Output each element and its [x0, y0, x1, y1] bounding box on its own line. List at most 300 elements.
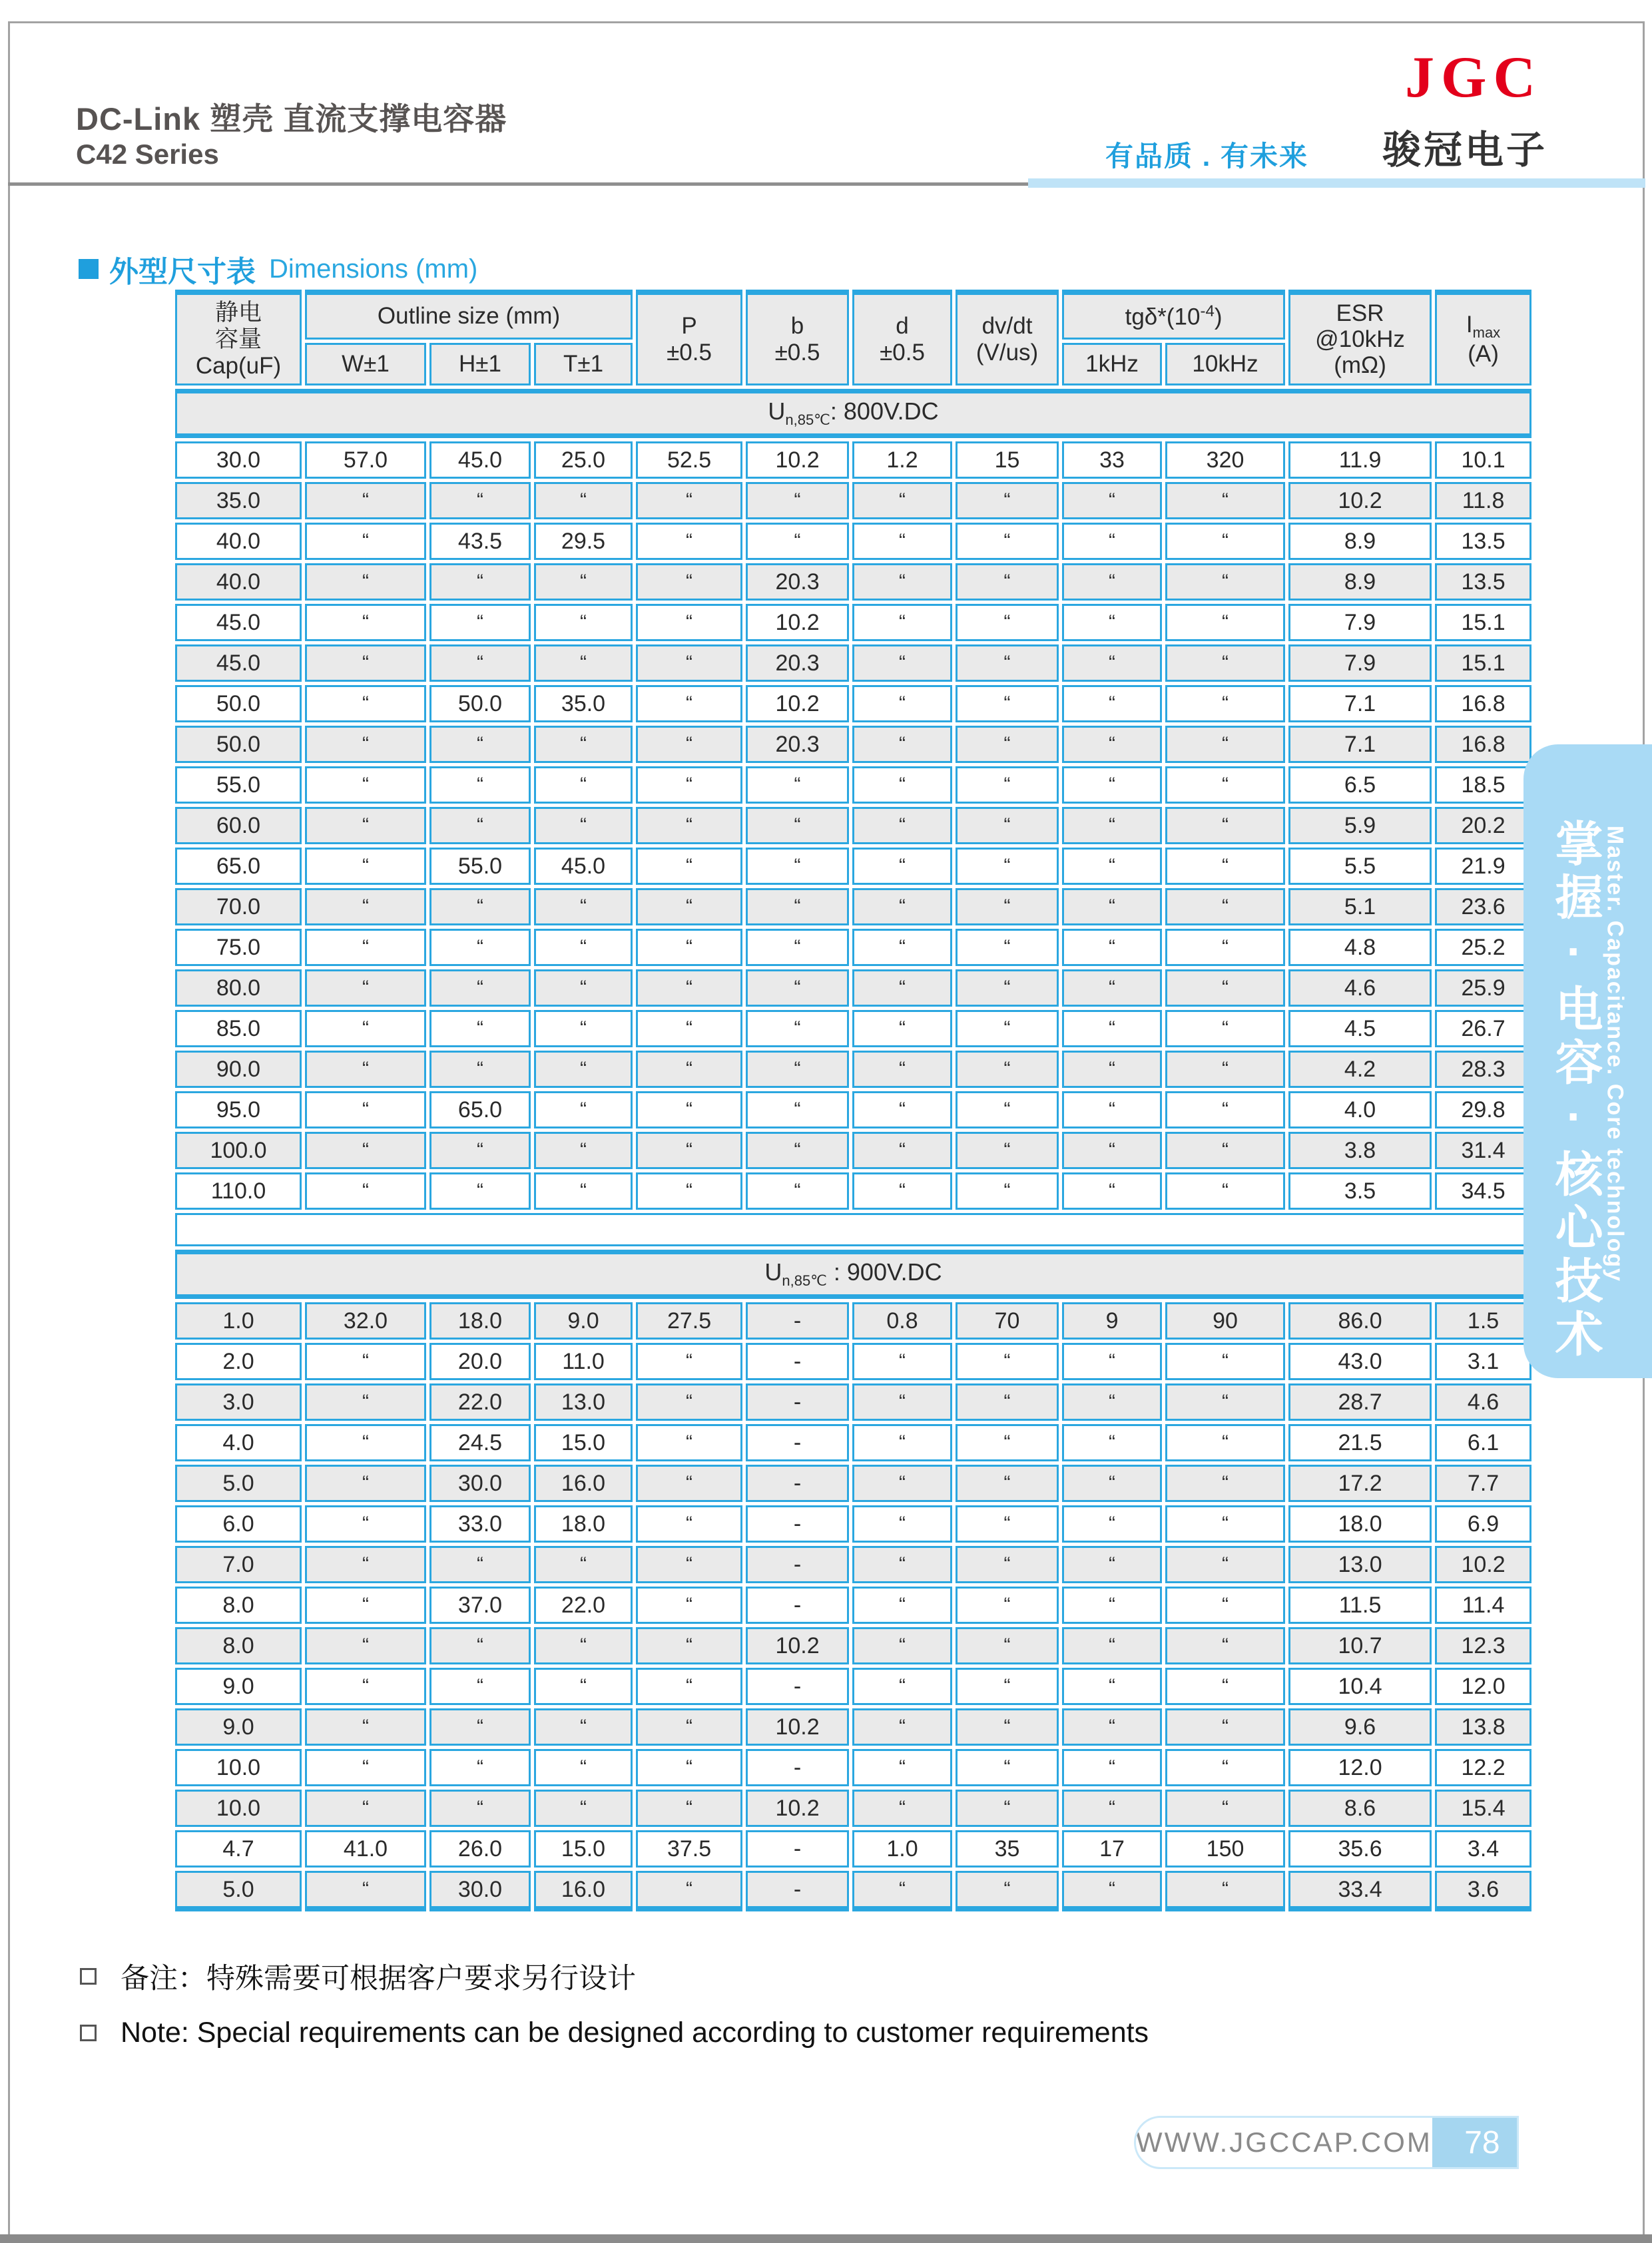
- cell: “: [305, 1546, 426, 1583]
- cell: “: [1062, 685, 1162, 722]
- data-row: [175, 1790, 1531, 1827]
- cell: “: [852, 1505, 952, 1543]
- section-title: [79, 248, 477, 290]
- section-header-row: [175, 1250, 1531, 1299]
- cell: “: [1062, 1424, 1162, 1461]
- section-title-zh: 外型尺寸表: [109, 256, 256, 288]
- cell: “: [534, 1668, 633, 1705]
- cell: “: [636, 1668, 742, 1705]
- cell: 16.0: [534, 1465, 633, 1502]
- cell: 21.5: [1288, 1424, 1432, 1461]
- cell: 25.9: [1435, 969, 1531, 1007]
- cell: -: [746, 1424, 849, 1461]
- cell: “: [1062, 1749, 1162, 1786]
- cell: “: [1165, 807, 1285, 844]
- cell: “: [636, 1749, 742, 1786]
- cell: “: [636, 1627, 742, 1664]
- cell: “: [429, 1749, 531, 1786]
- cell: “: [1062, 1051, 1162, 1088]
- cell: “: [746, 766, 849, 804]
- cell: 10.1: [1435, 441, 1531, 479]
- cell: “: [746, 888, 849, 925]
- cell: “: [636, 848, 742, 885]
- data-row: [175, 482, 1531, 519]
- series-label: C42 Series: [76, 138, 219, 170]
- cell: 31.4: [1435, 1132, 1531, 1169]
- cell: “: [636, 1383, 742, 1421]
- cell: “: [534, 1708, 633, 1746]
- cell: “: [305, 1383, 426, 1421]
- cell: 22.0: [534, 1587, 633, 1624]
- cell: “: [1062, 1708, 1162, 1746]
- cell: 9.6: [1288, 1708, 1432, 1746]
- cell: “: [1062, 1010, 1162, 1047]
- cell: “: [1165, 563, 1285, 601]
- cell: 43.5: [429, 523, 531, 560]
- cell: “: [429, 604, 531, 641]
- cell: 34.5: [1435, 1172, 1531, 1210]
- cell: “: [429, 888, 531, 925]
- cell: “: [852, 1871, 952, 1911]
- cell: “: [305, 1172, 426, 1210]
- cell: “: [1165, 1749, 1285, 1786]
- cell: “: [956, 929, 1059, 966]
- cell: 5.0: [175, 1465, 302, 1502]
- cell: 16.0: [534, 1871, 633, 1911]
- cell: “: [305, 1749, 426, 1786]
- cell: “: [852, 1790, 952, 1827]
- cell: 27.5: [636, 1302, 742, 1340]
- cell: “: [305, 1871, 426, 1911]
- cell: 75.0: [175, 929, 302, 966]
- cell: 20.3: [746, 726, 849, 763]
- cell: “: [429, 1546, 531, 1583]
- cell: “: [429, 726, 531, 763]
- cell: -: [746, 1871, 849, 1911]
- cell: 13.8: [1435, 1708, 1531, 1746]
- cell: “: [746, 1091, 849, 1128]
- side-tab-slogan-zh: 掌握·电容·核心技术: [1547, 819, 1601, 1362]
- cell: “: [305, 1465, 426, 1502]
- page-number: 78: [1432, 2118, 1519, 2167]
- cell: 12.2: [1435, 1749, 1531, 1786]
- cell: 6.9: [1435, 1505, 1531, 1543]
- cell: 37.0: [429, 1587, 531, 1624]
- cell: “: [305, 848, 426, 885]
- cell: 4.0: [175, 1424, 302, 1461]
- header-divider-gray: [8, 182, 1028, 186]
- cell: “: [746, 929, 849, 966]
- cell: “: [429, 1051, 531, 1088]
- cell: 65.0: [429, 1091, 531, 1128]
- cell: “: [305, 929, 426, 966]
- cell: “: [429, 1627, 531, 1664]
- cell: 7.9: [1288, 644, 1432, 682]
- cell: “: [852, 1051, 952, 1088]
- cell: “: [636, 482, 742, 519]
- data-row: [175, 1668, 1531, 1705]
- cell: “: [1062, 1790, 1162, 1827]
- cell: “: [956, 1010, 1059, 1047]
- cell: “: [1062, 807, 1162, 844]
- cell: “: [429, 1172, 531, 1210]
- cell: “: [636, 604, 742, 641]
- cell: “: [1062, 888, 1162, 925]
- cell: 150: [1165, 1830, 1285, 1868]
- cell: “: [534, 1172, 633, 1210]
- cell: “: [1062, 1172, 1162, 1210]
- cell: -: [746, 1343, 849, 1380]
- cell: “: [1165, 685, 1285, 722]
- cell: “: [852, 1668, 952, 1705]
- cell: “: [534, 1051, 633, 1088]
- cell: “: [1062, 1627, 1162, 1664]
- cell: 3.8: [1288, 1132, 1432, 1169]
- cell: “: [852, 1172, 952, 1210]
- col-header-cap: 静电容量 Cap(uF): [175, 290, 302, 385]
- cell: “: [1165, 1091, 1285, 1128]
- square-outline-bullet-icon: [80, 2025, 97, 2041]
- data-row: [175, 441, 1531, 479]
- cell: 4.0: [1288, 1091, 1432, 1128]
- cell: 15: [956, 441, 1059, 479]
- cell: 20.3: [746, 644, 849, 682]
- cell: “: [852, 1587, 952, 1624]
- cell: “: [1062, 1465, 1162, 1502]
- cell: “: [1165, 1010, 1285, 1047]
- cell: “: [956, 1587, 1059, 1624]
- cell: 5.5: [1288, 848, 1432, 885]
- cell: 50.0: [429, 685, 531, 722]
- cell: “: [1062, 929, 1162, 966]
- cell: -: [746, 1546, 849, 1583]
- cell: 45.0: [429, 441, 531, 479]
- cell: 55.0: [175, 766, 302, 804]
- cell: 50.0: [175, 685, 302, 722]
- cell: “: [956, 1343, 1059, 1380]
- col-header-dvdt: dv/dt (V/us): [956, 290, 1059, 385]
- cell: “: [1165, 482, 1285, 519]
- cell: 6.5: [1288, 766, 1432, 804]
- col-header-1khz: 1kHz: [1062, 343, 1162, 385]
- cell: 8.6: [1288, 1790, 1432, 1827]
- cell: 10.2: [746, 1627, 849, 1664]
- cell: “: [1165, 726, 1285, 763]
- data-row: [175, 604, 1531, 641]
- cell: “: [636, 644, 742, 682]
- cell: “: [956, 1627, 1059, 1664]
- cell: 65.0: [175, 848, 302, 885]
- data-row: [175, 1343, 1531, 1380]
- note-en: Note: Special requirements can be designed according to customer requirements: [121, 2017, 1149, 2049]
- square-bullet-icon: [79, 259, 99, 279]
- cell: “: [1062, 1668, 1162, 1705]
- cell: 3.1: [1435, 1343, 1531, 1380]
- cell: “: [429, 1790, 531, 1827]
- cell: -: [746, 1302, 849, 1340]
- cell: “: [956, 1505, 1059, 1543]
- cell: “: [636, 1505, 742, 1543]
- cell: “: [956, 1051, 1059, 1088]
- cell: “: [429, 1010, 531, 1047]
- cell: “: [746, 1132, 849, 1169]
- cell: 5.9: [1288, 807, 1432, 844]
- cell: 100.0: [175, 1132, 302, 1169]
- cell: “: [852, 1749, 952, 1786]
- cell: “: [1165, 1465, 1285, 1502]
- cell: 70.0: [175, 888, 302, 925]
- cell: 15.1: [1435, 644, 1531, 682]
- cell: -: [746, 1830, 849, 1868]
- cell: “: [1062, 969, 1162, 1007]
- cell: “: [956, 1790, 1059, 1827]
- cell: “: [1165, 1627, 1285, 1664]
- cell: “: [852, 929, 952, 966]
- cell: “: [956, 766, 1059, 804]
- data-row: [175, 1465, 1531, 1502]
- cell: “: [305, 1790, 426, 1827]
- cell: “: [636, 766, 742, 804]
- cell: 13.5: [1435, 523, 1531, 560]
- cell: “: [534, 807, 633, 844]
- cell: -: [746, 1587, 849, 1624]
- cell: 4.5: [1288, 1010, 1432, 1047]
- data-row: [175, 1302, 1531, 1340]
- data-row: [175, 1424, 1531, 1461]
- cell: “: [1165, 1172, 1285, 1210]
- cell: 40.0: [175, 523, 302, 560]
- cell: “: [852, 1546, 952, 1583]
- cell: “: [746, 969, 849, 1007]
- data-row: [175, 1830, 1531, 1868]
- cell: 4.6: [1288, 969, 1432, 1007]
- data-row: [175, 1546, 1531, 1583]
- cell: 1.2: [852, 441, 952, 479]
- cell: “: [956, 726, 1059, 763]
- cell: 23.6: [1435, 888, 1531, 925]
- cell: “: [956, 969, 1059, 1007]
- cell: “: [1165, 1668, 1285, 1705]
- cell: “: [1062, 1343, 1162, 1380]
- cell: “: [636, 726, 742, 763]
- cell: 10.2: [746, 1790, 849, 1827]
- cell: 18.0: [1288, 1505, 1432, 1543]
- cell: 10.2: [746, 1708, 849, 1746]
- cell: “: [956, 888, 1059, 925]
- jgc-logo: JGC: [1405, 45, 1542, 110]
- cell: -: [746, 1383, 849, 1421]
- cell: 10.2: [746, 685, 849, 722]
- cell: “: [956, 807, 1059, 844]
- cell: 52.5: [636, 441, 742, 479]
- notes: [80, 1956, 1149, 2069]
- brand-slogan: 有品质 . 有未来: [1105, 140, 1309, 172]
- cell: 9.0: [175, 1708, 302, 1746]
- cell: “: [852, 848, 952, 885]
- cell: “: [636, 1132, 742, 1169]
- cell: 15.0: [534, 1830, 633, 1868]
- cell: “: [534, 644, 633, 682]
- cell: “: [746, 1172, 849, 1210]
- cell: 10.0: [175, 1790, 302, 1827]
- cell: “: [305, 1505, 426, 1543]
- cell: 90.0: [175, 1051, 302, 1088]
- cell: “: [1062, 1383, 1162, 1421]
- data-row: [175, 1010, 1531, 1047]
- col-header-10khz: 10kHz: [1165, 343, 1285, 385]
- cell: 17.2: [1288, 1465, 1432, 1502]
- cell: “: [1062, 726, 1162, 763]
- cell: “: [1165, 1051, 1285, 1088]
- cell: 22.0: [429, 1383, 531, 1421]
- cell: 4.7: [175, 1830, 302, 1868]
- cell: “: [305, 604, 426, 641]
- data-row: [175, 726, 1531, 763]
- cell: “: [305, 644, 426, 682]
- cell: -: [746, 1668, 849, 1705]
- cell: “: [1062, 766, 1162, 804]
- cell: “: [636, 1424, 742, 1461]
- cell: 3.4: [1435, 1830, 1531, 1868]
- cell: 8.9: [1288, 523, 1432, 560]
- col-header-d: d ±0.5: [852, 290, 952, 385]
- cell: 18.0: [534, 1505, 633, 1543]
- cell: “: [305, 1627, 426, 1664]
- square-outline-bullet-icon: [80, 1968, 97, 1985]
- data-row: [175, 1172, 1531, 1210]
- cell: 24.5: [429, 1424, 531, 1461]
- cell: 30.0: [175, 441, 302, 479]
- data-row: [175, 1708, 1531, 1746]
- cell: 30.0: [429, 1871, 531, 1911]
- cell: “: [305, 1132, 426, 1169]
- cell: 8.0: [175, 1627, 302, 1664]
- cell: “: [746, 1051, 849, 1088]
- cell: 5.0: [175, 1871, 302, 1911]
- cell: “: [852, 888, 952, 925]
- col-header-p: P ±0.5: [636, 290, 742, 385]
- cell: “: [534, 1132, 633, 1169]
- cell: “: [636, 929, 742, 966]
- cell: 35: [956, 1830, 1059, 1868]
- cell: -: [746, 1505, 849, 1543]
- cell: “: [1165, 1132, 1285, 1169]
- cell: 4.2: [1288, 1051, 1432, 1088]
- cell: “: [956, 1749, 1059, 1786]
- cell: “: [534, 1546, 633, 1583]
- cell: 8.0: [175, 1587, 302, 1624]
- cell: “: [429, 969, 531, 1007]
- col-header-esr: ESR @10kHz (mΩ): [1288, 290, 1432, 385]
- section-gap-row: [175, 1213, 1531, 1246]
- cell: “: [852, 482, 952, 519]
- cell: 1.0: [852, 1830, 952, 1868]
- cell: 95.0: [175, 1091, 302, 1128]
- cell: “: [305, 766, 426, 804]
- cell: 13.0: [534, 1383, 633, 1421]
- cell: 28.3: [1435, 1051, 1531, 1088]
- cell: “: [1165, 1546, 1285, 1583]
- data-row: [175, 1132, 1531, 1169]
- cell: 33.4: [1288, 1871, 1432, 1911]
- cell: 29.8: [1435, 1091, 1531, 1128]
- cell: “: [1165, 604, 1285, 641]
- data-row: [175, 929, 1531, 966]
- cell: “: [305, 1010, 426, 1047]
- cell: 26.7: [1435, 1010, 1531, 1047]
- cell: “: [305, 1708, 426, 1746]
- cell: “: [1165, 1587, 1285, 1624]
- cell: “: [956, 1424, 1059, 1461]
- cell: 21.9: [1435, 848, 1531, 885]
- data-row: [175, 848, 1531, 885]
- cell: “: [956, 482, 1059, 519]
- cell: “: [746, 1010, 849, 1047]
- cell: 33.0: [429, 1505, 531, 1543]
- cell: “: [534, 604, 633, 641]
- cell: “: [852, 685, 952, 722]
- cell: “: [746, 523, 849, 560]
- cell: 50.0: [175, 726, 302, 763]
- cell: “: [305, 563, 426, 601]
- cell: 1.5: [1435, 1302, 1531, 1340]
- data-row: [175, 523, 1531, 560]
- cell: “: [305, 1091, 426, 1128]
- cell: 25.0: [534, 441, 633, 479]
- data-row: [175, 1749, 1531, 1786]
- cell: 13.0: [1288, 1546, 1432, 1583]
- cell: “: [1165, 644, 1285, 682]
- cell: 45.0: [175, 604, 302, 641]
- cell: “: [852, 1424, 952, 1461]
- cell: “: [305, 1668, 426, 1705]
- cell: “: [534, 1749, 633, 1786]
- cell: -: [746, 1465, 849, 1502]
- cell: 41.0: [305, 1830, 426, 1868]
- cell: 55.0: [429, 848, 531, 885]
- cell: 12.0: [1288, 1749, 1432, 1786]
- cell: “: [852, 644, 952, 682]
- cell: “: [1062, 1871, 1162, 1911]
- cell: “: [852, 1343, 952, 1380]
- cell: 7.1: [1288, 685, 1432, 722]
- cell: 43.0: [1288, 1343, 1432, 1380]
- cell: 35.6: [1288, 1830, 1432, 1868]
- cell: “: [956, 1871, 1059, 1911]
- data-row: [175, 969, 1531, 1007]
- cell: “: [852, 807, 952, 844]
- note-zh: 备注：特殊需要可根据客户要求另行设计: [121, 1963, 636, 1995]
- cell: “: [534, 563, 633, 601]
- cell: “: [429, 807, 531, 844]
- cell: “: [429, 1708, 531, 1746]
- cell: 37.5: [636, 1830, 742, 1868]
- cell: 33: [1062, 441, 1162, 479]
- cell: 85.0: [175, 1010, 302, 1047]
- cell: “: [852, 1091, 952, 1128]
- cell: “: [852, 1708, 952, 1746]
- cell: “: [852, 1383, 952, 1421]
- cell: 3.5: [1288, 1172, 1432, 1210]
- cell: 45.0: [175, 644, 302, 682]
- cell: “: [1165, 888, 1285, 925]
- col-header-h: H±1: [429, 343, 531, 385]
- cell: “: [636, 1343, 742, 1380]
- cell: “: [1165, 1708, 1285, 1746]
- cell: “: [956, 1465, 1059, 1502]
- cell: 11.5: [1288, 1587, 1432, 1624]
- data-row: [175, 807, 1531, 844]
